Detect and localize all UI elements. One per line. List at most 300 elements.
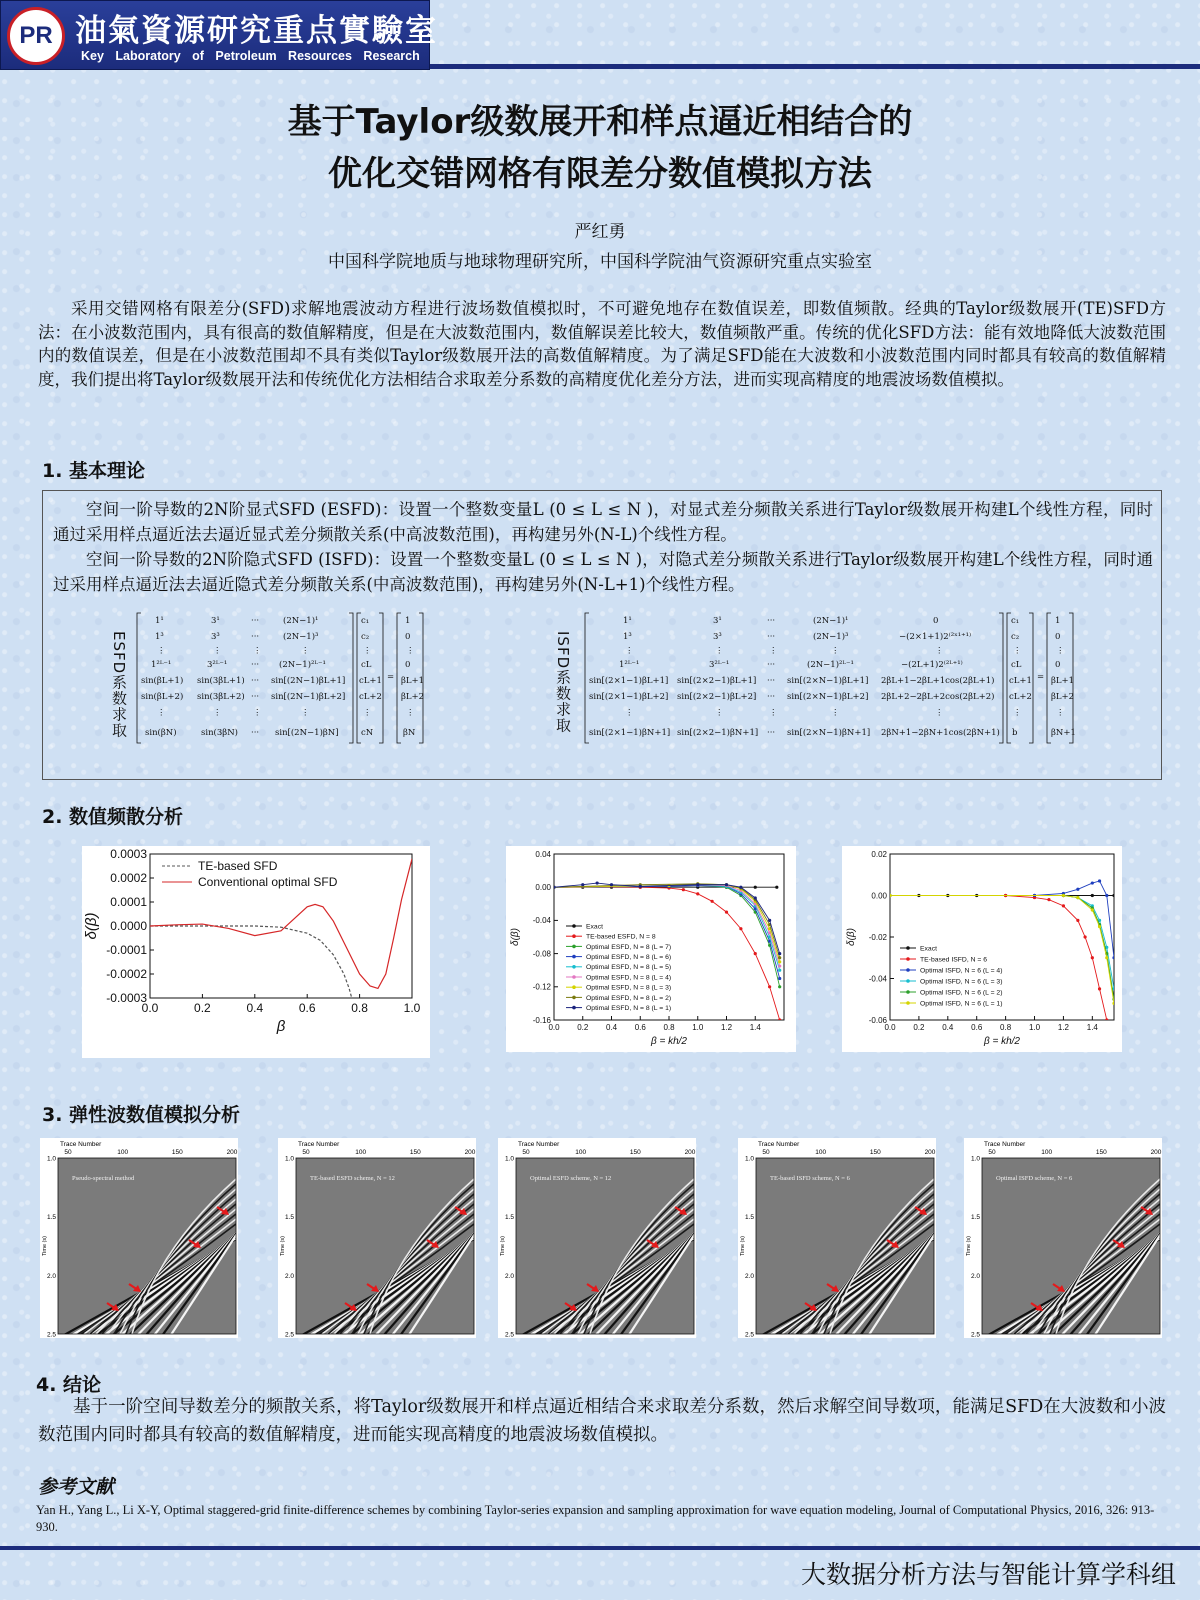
svg-text:sin[(2N−1)βN]: sin[(2N−1)βN] bbox=[275, 728, 339, 738]
seismogram-panel bbox=[40, 1138, 238, 1338]
svg-text:−(2L+1)2⁽²ᴸ⁺¹⁾: −(2L+1)2⁽²ᴸ⁺¹⁾ bbox=[901, 660, 963, 670]
data-point bbox=[775, 886, 778, 889]
svg-text:cL+1: cL+1 bbox=[359, 676, 382, 686]
legend-label: TE-based SFD bbox=[198, 859, 278, 874]
time-axis-label: Time (s) bbox=[966, 1236, 972, 1256]
svg-text:⋮: ⋮ bbox=[363, 708, 372, 718]
legend-label: Optimal ESFD, N = 8 (L = 3) bbox=[586, 984, 672, 992]
affiliation: 中国科学院地质与地球物理研究所，中国科学院油气资源研究重点实验室 bbox=[328, 252, 872, 272]
y-tick-label: -0.16 bbox=[532, 1015, 551, 1025]
y-tick-label: -0.0001 bbox=[106, 943, 147, 958]
svg-text:2βL+1−2βL+1cos(2βL+1): 2βL+1−2βL+1cos(2βL+1) bbox=[881, 676, 995, 686]
svg-text:⋮: ⋮ bbox=[935, 646, 944, 656]
legend-marker bbox=[572, 985, 576, 989]
svg-text:⋮: ⋮ bbox=[935, 708, 944, 718]
section-4-title: 4. 结论 bbox=[36, 1374, 102, 1396]
svg-text:···: ··· bbox=[767, 728, 776, 738]
footer-group-name: 大数据分析方法与智能计算学科组 bbox=[800, 1560, 1176, 1589]
svg-text:c₂: c₂ bbox=[1011, 632, 1020, 642]
chart-2-svg bbox=[506, 846, 796, 1052]
legend-label: Optimal ISFD, N = 6 (L = 2) bbox=[920, 989, 1003, 997]
time-tick-label: 1.5 bbox=[284, 1214, 294, 1222]
svg-text:⋮: ⋮ bbox=[406, 708, 415, 718]
chart-2-panel bbox=[506, 846, 796, 1052]
legend-marker bbox=[906, 968, 910, 972]
time-axis-label: Time (s) bbox=[500, 1236, 506, 1256]
svg-text:sin(3βL+2): sin(3βL+2) bbox=[197, 692, 245, 702]
time-tick-label: 1.5 bbox=[744, 1214, 754, 1222]
legend-label: Optimal ISFD, N = 6 (L = 4) bbox=[920, 967, 1003, 975]
data-point bbox=[552, 886, 555, 889]
svg-text:cL+1: cL+1 bbox=[1009, 676, 1032, 686]
legend-marker bbox=[572, 955, 576, 959]
trace-tick-label: 100 bbox=[575, 1149, 587, 1156]
data-point bbox=[1091, 956, 1094, 959]
svg-text:⋮: ⋮ bbox=[301, 708, 310, 718]
title-line-1: 基于Taylor级数展开和样点逼近相结合的 bbox=[287, 102, 913, 142]
trace-tick-label: 100 bbox=[117, 1149, 129, 1156]
seismogram-title: Pseudo-spectral method bbox=[72, 1175, 135, 1182]
x-tick-label: 1.4 bbox=[749, 1023, 761, 1032]
svg-text:sin[(2×N−1)βL+2]: sin[(2×N−1)βL+2] bbox=[787, 692, 869, 702]
data-point bbox=[754, 896, 757, 899]
legend-label: Optimal ESFD, N = 8 (L = 5) bbox=[586, 964, 672, 972]
x-tick-label: 0.8 bbox=[1000, 1023, 1012, 1032]
svg-text:cL+2: cL+2 bbox=[1009, 692, 1032, 702]
x-tick-label: 0.2 bbox=[577, 1023, 589, 1032]
time-tick-label: 1.5 bbox=[504, 1214, 514, 1222]
svg-text:(2N−1)²ᴸ⁻¹: (2N−1)²ᴸ⁻¹ bbox=[807, 660, 854, 670]
svg-text:sin[(2N−1)βL+1]: sin[(2N−1)βL+1] bbox=[271, 676, 346, 686]
reference-item: Yan H., Yang L., Li X-Y, Optimal staggered-grid finite-difference schemes by combining Taylor-series expansion and sampling approximation for wave equation modeling, Journal of Computational Physics, 2016, 326: 913-930. bbox=[36, 1503, 1155, 1534]
data-point bbox=[778, 956, 781, 959]
trace-tick-label: 50 bbox=[522, 1149, 530, 1156]
svg-text:⋮: ⋮ bbox=[363, 646, 372, 656]
svg-text:sin(βL+2): sin(βL+2) bbox=[141, 692, 184, 702]
time-tick-label: 1.5 bbox=[970, 1214, 980, 1222]
trace-tick-label: 150 bbox=[629, 1149, 641, 1156]
seismogram-svg bbox=[278, 1138, 476, 1338]
legend-marker bbox=[906, 946, 910, 950]
x-tick-label: 0.6 bbox=[971, 1023, 983, 1032]
seismogram-svg bbox=[964, 1138, 1162, 1338]
svg-text:⋮: ⋮ bbox=[157, 708, 166, 718]
legend-marker bbox=[572, 975, 576, 979]
time-tick-label: 2.5 bbox=[970, 1331, 980, 1338]
trace-tick-label: 200 bbox=[464, 1149, 476, 1156]
trace-number-label: Trace Number bbox=[60, 1141, 102, 1148]
trace-tick-label: 150 bbox=[869, 1149, 881, 1156]
x-tick-label: 0.0 bbox=[141, 1001, 159, 1015]
y-tick-label: 0.02 bbox=[871, 849, 887, 859]
svg-text:⋮: ⋮ bbox=[625, 646, 634, 656]
x-tick-label: 1.0 bbox=[1028, 1023, 1041, 1032]
svg-text:βN: βN bbox=[403, 728, 416, 738]
lab-logo-banner bbox=[0, 0, 438, 70]
data-point bbox=[1105, 1018, 1108, 1021]
trace-tick-label: 200 bbox=[1150, 1149, 1162, 1156]
svg-text:1³: 1³ bbox=[623, 632, 632, 642]
x-tick-label: 0.4 bbox=[605, 1023, 618, 1032]
seismogram-panel bbox=[964, 1138, 1162, 1338]
svg-text:3³: 3³ bbox=[211, 632, 220, 642]
seismogram-svg bbox=[498, 1138, 696, 1338]
svg-text:···: ··· bbox=[251, 660, 260, 670]
x-axis-label: β = kh/2 bbox=[650, 1036, 688, 1047]
legend-label: Exact bbox=[586, 923, 603, 931]
time-axis-label: Time (s) bbox=[740, 1236, 746, 1256]
svg-text:c₁: c₁ bbox=[1011, 616, 1020, 626]
x-axis-label: β = kh/2 bbox=[983, 1036, 1021, 1047]
data-point bbox=[778, 985, 781, 988]
legend-marker bbox=[572, 945, 576, 949]
title-line-2: 优化交错网格有限差分数值模拟方法 bbox=[328, 154, 872, 194]
data-point bbox=[739, 927, 742, 930]
trace-number-label: Trace Number bbox=[984, 1141, 1026, 1148]
svg-text:sin[(2×1−1)βL+2]: sin[(2×1−1)βL+2] bbox=[589, 692, 669, 702]
x-tick-label: 1.0 bbox=[692, 1023, 704, 1032]
chart-3-panel bbox=[842, 846, 1122, 1052]
data-point bbox=[778, 964, 781, 967]
svg-text:3¹: 3¹ bbox=[713, 616, 722, 626]
svg-text:···: ··· bbox=[251, 692, 260, 702]
svg-text:cN: cN bbox=[361, 728, 374, 738]
esfd-label: ESFD系数求取 bbox=[110, 631, 128, 739]
trace-tick-label: 200 bbox=[684, 1149, 696, 1156]
y-tick-label: -0.12 bbox=[532, 982, 551, 992]
x-tick-label: 0.8 bbox=[663, 1023, 675, 1032]
time-tick-label: 2.5 bbox=[46, 1331, 56, 1338]
legend-label: Exact bbox=[920, 945, 937, 953]
svg-text:⋮: ⋮ bbox=[715, 646, 724, 656]
svg-text:sin[(2×2−1)βL+2]: sin[(2×2−1)βL+2] bbox=[677, 692, 757, 702]
svg-text:⋮: ⋮ bbox=[406, 646, 415, 656]
references-title: 参考文献 bbox=[38, 1476, 115, 1498]
svg-text:0: 0 bbox=[405, 660, 411, 670]
time-tick-label: 1.0 bbox=[284, 1155, 294, 1163]
svg-text:⋮: ⋮ bbox=[831, 708, 840, 718]
y-tick-label: 0.00 bbox=[535, 883, 551, 892]
data-point bbox=[1112, 894, 1115, 897]
legend-marker bbox=[906, 990, 910, 994]
legend-label: Optimal ISFD, N = 6 (L = 3) bbox=[920, 978, 1003, 986]
legend-marker bbox=[572, 1006, 576, 1010]
y-tick-label: -0.08 bbox=[532, 949, 551, 959]
x-tick-label: 0.4 bbox=[942, 1023, 954, 1032]
conclusion-text: 基于一阶空间导数差分的频散关系，将Taylor级数展开和样点逼近相结合来求取差分系数，然后求解空间导数项，能满足SFD在大波数和小波数范围内同时都具有较高的数值解精度，进而能实现高精度的地震波场数值模拟。 bbox=[38, 1397, 1166, 1445]
trace-tick-label: 200 bbox=[226, 1149, 238, 1156]
data-point bbox=[778, 969, 781, 972]
seismogram-panel bbox=[498, 1138, 696, 1338]
isfd-matrix-equation bbox=[581, 609, 1121, 749]
data-point bbox=[1047, 898, 1050, 901]
trace-tick-label: 50 bbox=[988, 1149, 996, 1156]
svg-text:0: 0 bbox=[933, 616, 939, 626]
seismogram-title: Optimal ESFD scheme, N = 12 bbox=[530, 1175, 612, 1182]
x-tick-label: 1.0 bbox=[403, 1001, 421, 1015]
svg-text:c₂: c₂ bbox=[361, 632, 370, 642]
svg-text:sin(3βL+1): sin(3βL+1) bbox=[197, 676, 245, 686]
x-tick-label: 0.6 bbox=[298, 1001, 316, 1015]
data-point bbox=[596, 881, 599, 884]
seismogram-title: Optimal ISFD scheme, N = 6 bbox=[996, 1175, 1073, 1182]
x-tick-label: 0.8 bbox=[351, 1001, 368, 1015]
seismogram-svg bbox=[738, 1138, 936, 1338]
svg-text:···: ··· bbox=[767, 676, 776, 686]
svg-text:βN+1: βN+1 bbox=[1051, 728, 1076, 738]
svg-text:3²ᴸ⁻¹: 3²ᴸ⁻¹ bbox=[709, 660, 730, 670]
svg-text:3¹: 3¹ bbox=[211, 616, 220, 626]
time-tick-label: 1.0 bbox=[46, 1155, 56, 1163]
data-point bbox=[725, 911, 728, 914]
time-tick-label: 2.0 bbox=[970, 1272, 980, 1280]
trace-tick-label: 50 bbox=[64, 1149, 72, 1156]
abstract: 采用交错网格有限差分(SFD)求解地震波动方程进行波场数值模拟时，不可避免地存在数值误差，即数值频散。经典的Taylor级数展开(TE)SFD方法：在小波数范围内，具有很高的数值解精度，但是在大波数范围内，数值解误差比较大，数值频散严重。传统的优化SFD方法：能有效地降低大波数范围内的数值误差，但是在小波数范围却不具有类似Taylor级数展开法的高数值解精度。为了满足SFD能在大波数和小波数范围内同时都具有较高的数值解精度，我们提出将Taylor级数展开法和传统优化方法相结合求取差分系数的高精度优化差分方法，进而实现高精度的地震波场数值模拟。 bbox=[38, 299, 1166, 389]
lab-logo-icon bbox=[7, 7, 65, 65]
isfd-label: ISFD系数求取 bbox=[554, 631, 572, 734]
y-tick-label: -0.06 bbox=[868, 1015, 887, 1025]
time-tick-label: 1.5 bbox=[46, 1214, 56, 1222]
svg-text:βL+1: βL+1 bbox=[1051, 676, 1075, 686]
legend-marker bbox=[572, 934, 576, 938]
svg-text:sin[(2×N−1)βN+1]: sin[(2×N−1)βN+1] bbox=[787, 728, 871, 738]
svg-text:(2N−1)¹: (2N−1)¹ bbox=[813, 616, 849, 626]
section-1-title: 1. 基本理论 bbox=[42, 460, 146, 482]
trace-tick-label: 50 bbox=[302, 1149, 310, 1156]
svg-text:···: ··· bbox=[251, 616, 260, 626]
data-point bbox=[1091, 894, 1094, 897]
y-tick-label: -0.02 bbox=[868, 932, 887, 942]
legend-marker bbox=[906, 1001, 910, 1005]
y-tick-label: 0.0002 bbox=[110, 871, 147, 886]
y-axis-label: δ(β) bbox=[510, 928, 521, 946]
data-point bbox=[778, 952, 781, 955]
y-axis-label: δ(β) bbox=[83, 912, 100, 940]
trace-tick-label: 100 bbox=[815, 1149, 827, 1156]
svg-text:sin(3βN): sin(3βN) bbox=[201, 728, 238, 738]
legend-label: TE-based ESFD, N = 8 bbox=[586, 933, 656, 941]
svg-text:···: ··· bbox=[767, 632, 776, 642]
svg-text:2βN+1−2βN+1cos(2βN+1): 2βN+1−2βN+1cos(2βN+1) bbox=[881, 728, 1000, 738]
section-3-title: 3. 弹性波数值模拟分析 bbox=[42, 1104, 241, 1126]
data-point bbox=[1076, 896, 1079, 899]
trace-number-label: Trace Number bbox=[758, 1141, 800, 1148]
legend-label: TE-based ISFD, N = 6 bbox=[920, 956, 988, 964]
svg-text:sin[(2×2−1)βN+1]: sin[(2×2−1)βN+1] bbox=[677, 728, 759, 738]
svg-text:⋮: ⋮ bbox=[831, 646, 840, 656]
legend-label: Optimal ESFD, N = 8 (L = 1) bbox=[586, 1004, 672, 1012]
svg-text:⋮: ⋮ bbox=[253, 646, 262, 656]
x-tick-label: 0.0 bbox=[548, 1023, 560, 1032]
data-point bbox=[696, 883, 699, 886]
data-point bbox=[754, 886, 757, 889]
svg-text:⋮: ⋮ bbox=[1013, 646, 1022, 656]
x-tick-label: 1.2 bbox=[720, 1023, 733, 1032]
theory-box bbox=[42, 490, 1162, 780]
trace-tick-label: 50 bbox=[762, 1149, 770, 1156]
svg-text:2βL+2−2βL+2cos(2βL+2): 2βL+2−2βL+2cos(2βL+2) bbox=[881, 692, 995, 702]
svg-text:⋮: ⋮ bbox=[769, 646, 778, 656]
svg-text:sin(βN): sin(βN) bbox=[145, 728, 177, 738]
svg-text:1: 1 bbox=[1055, 616, 1061, 626]
legend-label: Optimal ESFD, N = 8 (L = 2) bbox=[586, 994, 672, 1002]
svg-text:1²ᴸ⁻¹: 1²ᴸ⁻¹ bbox=[151, 660, 172, 670]
data-point bbox=[1098, 879, 1101, 882]
time-axis-label: Time (s) bbox=[280, 1236, 286, 1256]
svg-text:3³: 3³ bbox=[713, 632, 722, 642]
trace-tick-label: 150 bbox=[1095, 1149, 1107, 1156]
svg-text:⋮: ⋮ bbox=[1056, 646, 1065, 656]
svg-text:⋮: ⋮ bbox=[625, 708, 634, 718]
time-tick-label: 1.0 bbox=[744, 1155, 754, 1163]
svg-text:0: 0 bbox=[1055, 632, 1061, 642]
x-tick-label: 0.4 bbox=[246, 1001, 264, 1015]
header bbox=[0, 0, 1200, 70]
legend-label: Conventional optimal SFD bbox=[198, 875, 338, 890]
svg-text:(2N−1)²ᴸ⁻¹: (2N−1)²ᴸ⁻¹ bbox=[279, 660, 326, 670]
time-tick-label: 1.0 bbox=[504, 1155, 514, 1163]
svg-text:⋮: ⋮ bbox=[1056, 708, 1065, 718]
seismogram-svg bbox=[40, 1138, 238, 1338]
trace-tick-label: 150 bbox=[409, 1149, 421, 1156]
svg-text:0: 0 bbox=[1055, 660, 1061, 670]
y-tick-label: -0.04 bbox=[868, 974, 887, 984]
x-tick-label: 0.6 bbox=[634, 1023, 646, 1032]
data-point bbox=[1112, 1002, 1115, 1005]
trace-tick-label: 100 bbox=[355, 1149, 367, 1156]
data-point bbox=[754, 952, 757, 955]
data-point bbox=[1098, 925, 1101, 928]
legend-marker bbox=[572, 965, 576, 969]
time-tick-label: 2.0 bbox=[46, 1272, 56, 1280]
svg-text:βL+2: βL+2 bbox=[1051, 692, 1075, 702]
footer-rule bbox=[0, 1546, 1200, 1550]
legend-marker bbox=[906, 979, 910, 983]
svg-text:cL: cL bbox=[361, 660, 372, 670]
seismogram-title: TE-based ISFD scheme, N = 6 bbox=[770, 1175, 850, 1182]
author: 严红勇 bbox=[574, 222, 626, 242]
svg-text:c₁: c₁ bbox=[361, 616, 370, 626]
section-2-title: 2. 数值频散分析 bbox=[42, 806, 184, 828]
seismogram-title: TE-based ESFD scheme, N = 12 bbox=[310, 1175, 395, 1182]
time-tick-label: 1.0 bbox=[970, 1155, 980, 1163]
data-point bbox=[1105, 956, 1108, 959]
data-point bbox=[1062, 904, 1065, 907]
svg-text:⋮: ⋮ bbox=[213, 646, 222, 656]
svg-text:βL+1: βL+1 bbox=[401, 676, 425, 686]
seismogram-panel bbox=[278, 1138, 476, 1338]
svg-text:=: = bbox=[1037, 672, 1045, 682]
svg-text:···: ··· bbox=[767, 660, 776, 670]
data-point bbox=[1091, 881, 1094, 884]
chart-3-svg bbox=[842, 846, 1122, 1052]
data-point bbox=[711, 900, 714, 903]
svg-text:⋮: ⋮ bbox=[253, 708, 262, 718]
svg-text:−(2×1+1)2⁽²ˣ¹⁺¹⁾: −(2×1+1)2⁽²ˣ¹⁺¹⁾ bbox=[899, 632, 972, 642]
poster-title bbox=[0, 96, 1200, 200]
data-point bbox=[778, 1018, 781, 1021]
data-point bbox=[1076, 888, 1079, 891]
svg-text:⋮: ⋮ bbox=[213, 708, 222, 718]
chart-1-svg bbox=[82, 846, 430, 1058]
legend-label: Optimal ESFD, N = 8 (L = 4) bbox=[586, 974, 672, 982]
trace-number-label: Trace Number bbox=[518, 1141, 560, 1148]
svg-text:sin[(2×2−1)βL+1]: sin[(2×2−1)βL+1] bbox=[677, 676, 757, 686]
lab-name-cn: 油氣資源研究重点實驗室 bbox=[75, 13, 438, 49]
data-point bbox=[610, 883, 613, 886]
theory-text bbox=[53, 497, 1153, 597]
data-point bbox=[696, 892, 699, 895]
series-line bbox=[890, 896, 1114, 989]
legend-label: Optimal ESFD, N = 8 (L = 6) bbox=[586, 953, 672, 961]
legend-marker bbox=[572, 924, 576, 928]
trace-tick-label: 200 bbox=[924, 1149, 936, 1156]
svg-text:⋮: ⋮ bbox=[1013, 708, 1022, 718]
data-point bbox=[768, 919, 771, 922]
header-rule bbox=[430, 64, 1200, 69]
time-tick-label: 2.0 bbox=[284, 1272, 294, 1280]
svg-text:(2N−1)³: (2N−1)³ bbox=[813, 632, 849, 642]
svg-text:···: ··· bbox=[251, 728, 260, 738]
data-point bbox=[581, 883, 584, 886]
svg-text:0: 0 bbox=[405, 632, 411, 642]
legend-label: Optimal ISFD, N = 6 (L = 1) bbox=[920, 1000, 1003, 1008]
data-point bbox=[1083, 935, 1086, 938]
trace-tick-label: 100 bbox=[1041, 1149, 1053, 1156]
svg-text:cL+2: cL+2 bbox=[359, 692, 382, 702]
data-point bbox=[768, 985, 771, 988]
y-tick-label: -0.0002 bbox=[106, 967, 147, 982]
svg-text:···: ··· bbox=[767, 616, 776, 626]
svg-text:1²ᴸ⁻¹: 1²ᴸ⁻¹ bbox=[619, 660, 640, 670]
logo-letters: PR bbox=[19, 22, 53, 49]
data-point bbox=[1062, 894, 1065, 897]
svg-text:βL+2: βL+2 bbox=[401, 692, 425, 702]
data-point bbox=[639, 885, 642, 888]
time-tick-label: 2.5 bbox=[744, 1331, 754, 1338]
y-tick-label: 0.0000 bbox=[110, 919, 147, 934]
svg-text:sin[(2N−1)βL+2]: sin[(2N−1)βL+2] bbox=[271, 692, 346, 702]
svg-text:···: ··· bbox=[251, 632, 260, 642]
legend-label: Optimal ESFD, N = 8 (L = 7) bbox=[586, 943, 672, 951]
svg-text:⋮: ⋮ bbox=[301, 646, 310, 656]
lab-name-en: Key Laboratory of Petroleum Resources Research bbox=[81, 49, 420, 63]
svg-text:=: = bbox=[387, 672, 395, 682]
y-axis-label: δ(β) bbox=[846, 928, 857, 946]
data-point bbox=[1112, 956, 1115, 959]
series-line bbox=[150, 926, 352, 998]
data-point bbox=[1098, 987, 1101, 990]
seismogram-panel bbox=[738, 1138, 936, 1338]
data-point bbox=[1105, 894, 1108, 897]
data-point bbox=[1076, 919, 1079, 922]
svg-text:⋮: ⋮ bbox=[157, 646, 166, 656]
y-tick-label: -0.04 bbox=[532, 916, 551, 926]
svg-text:···: ··· bbox=[251, 676, 260, 686]
svg-text:1¹: 1¹ bbox=[155, 616, 164, 626]
time-tick-label: 2.5 bbox=[504, 1331, 514, 1338]
svg-text:1³: 1³ bbox=[155, 632, 164, 642]
svg-text:sin[(2×1−1)βN+1]: sin[(2×1−1)βN+1] bbox=[589, 728, 671, 738]
data-point bbox=[682, 888, 685, 891]
svg-text:3²ᴸ⁻¹: 3²ᴸ⁻¹ bbox=[207, 660, 228, 670]
x-tick-label: 0.2 bbox=[913, 1023, 925, 1032]
y-tick-label: 0.0001 bbox=[110, 895, 147, 910]
y-tick-label: 0.0003 bbox=[110, 847, 147, 862]
data-point bbox=[888, 894, 891, 897]
x-axis-label: β bbox=[276, 1018, 286, 1035]
data-point bbox=[739, 886, 742, 889]
